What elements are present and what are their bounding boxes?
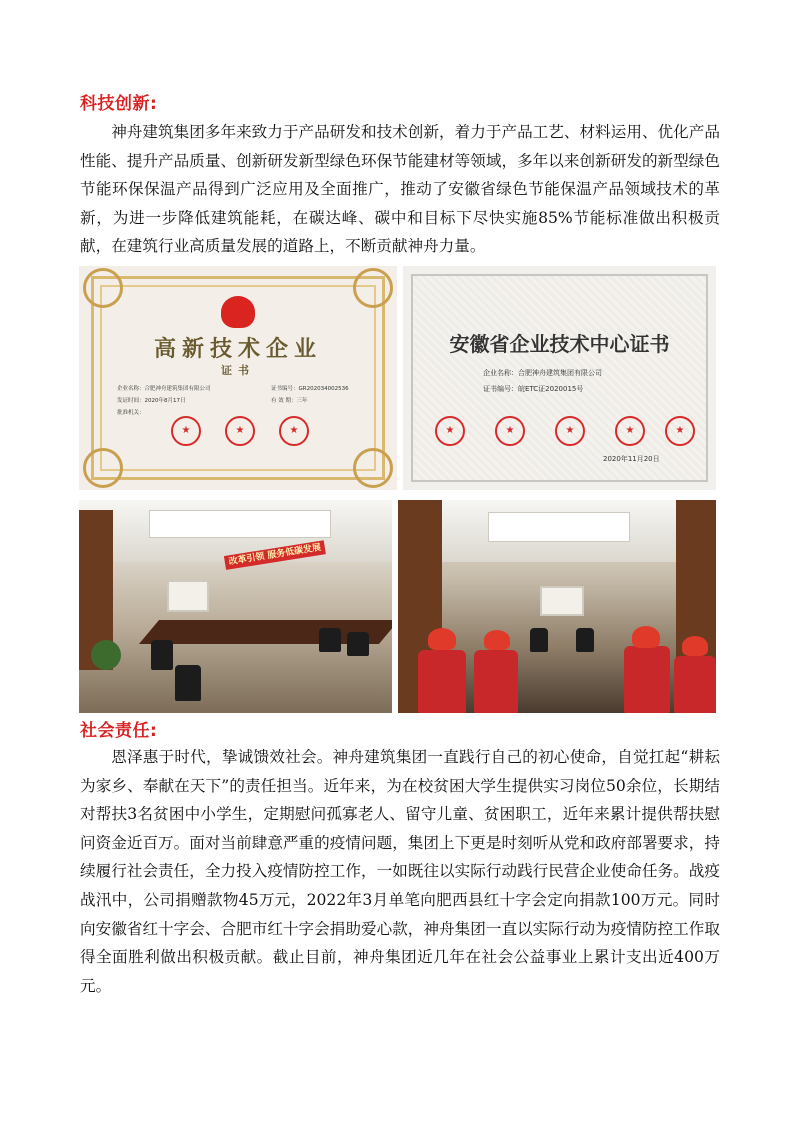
responsibility-heading: 社会责任: (80, 721, 158, 741)
red-seal-icon: ★ (225, 416, 255, 446)
ornament-corner (353, 448, 393, 488)
safety-helmet (682, 636, 708, 656)
chair (151, 640, 173, 670)
meeting-banner: 改革引领 服务低碳发展 (224, 540, 326, 570)
meeting-room-photo (79, 500, 392, 713)
chair (319, 628, 341, 652)
certificate-subtitle: 证书 (221, 364, 255, 377)
certificate-frame (411, 274, 708, 482)
projection-screen (167, 580, 209, 612)
ornament-corner (353, 268, 393, 308)
certificate-title: 安徽省企业技术中心证书 (449, 332, 670, 356)
safety-helmet (484, 630, 510, 650)
safety-helmet (632, 626, 660, 648)
chair (347, 632, 369, 656)
certificate-validity: 有 效 期：三年 (271, 398, 308, 404)
tech-center-certificate-photo (403, 266, 716, 490)
ceiling-light (488, 512, 630, 542)
chair (576, 628, 594, 652)
certificate-number: 证书编号：皖ETC证2020015号 (483, 385, 584, 393)
red-seal-icon: ★ (171, 416, 201, 446)
chair (175, 665, 201, 701)
certificate-company: 企业名称：合肥神舟建筑集团有限公司 (117, 386, 211, 392)
responsibility-paragraph: 恩泽惠于时代，挚诚馈效社会。神舟建筑集团一直践行自己的初心使命，自觉扛起“耕耘为家乡、奉献在天下”的责任担当。近年来，为在校贫困大学生提供实习岗位50余位，长期结对帮扶3名贫困中小学生，定期慰问孤寡老人、留守儿童、贫困职工，近年来累计提供帮扶慰问资金近百万。面对当前肆意严重的疫情问题，集团上下更是时刻听从党和政府部署要求，持续履行社会责任，全力投入疫情防控工作，一如既往以实际行动践行民营企业使命任务。战疫战汛中，公司捐赠款物45万元，2022年3月单笔向肥西县红十字会定向捐款100万元。同时向安徽省红十字会、合肥市红十字会捐助爱心款，神舟集团一直以实际行动为疫情防控工作取得全面胜利做出积极贡献。截止目前，神舟集团近几年在社会公益事业上累计支出近400万元。 (80, 748, 720, 995)
attendee (674, 656, 716, 713)
meeting-attendees-photo (398, 500, 716, 713)
innovation-paragraph: 神舟建筑集团多年来致力于产品研发和技术创新，着力于产品工艺、材料运用、优化产品性能、提升产品质量、创新研发新型绿色环保节能建材等领域，多年以来创新研发的新型绿色节能环保保温产品得到广泛应用及全面推广，推动了安徽省绿色节能保温产品领域技术的革新，为进一步降低建筑能耗，在碳达峰、碳中和目标下尽快实施85%节能标准做出积极贡献，在建筑行业高质量发展的道路上，不断贡献神舟力量。 (80, 123, 720, 256)
red-seal-icon: ★ (615, 416, 645, 446)
certificate-date: 2020年11月20日 (603, 455, 660, 463)
red-seal-icon: ★ (495, 416, 525, 446)
chair (530, 628, 548, 652)
high-tech-enterprise-certificate-photo (79, 266, 397, 490)
projection-screen (540, 586, 584, 616)
ornament-corner (83, 448, 123, 488)
certificate-approver: 批准机关： (117, 410, 145, 416)
attendee (474, 650, 518, 713)
red-seal-icon: ★ (279, 416, 309, 446)
ornament-corner (83, 268, 123, 308)
attendee (624, 646, 670, 713)
ceiling-light (149, 510, 331, 538)
innovation-heading: 科技创新: (80, 94, 158, 114)
certificate-company: 企业名称：合肥神舟建筑集团有限公司 (483, 369, 602, 377)
certificate-number: 证书编号：GR202034002536 (271, 386, 349, 392)
attendee (418, 650, 466, 713)
red-seal-icon: ★ (555, 416, 585, 446)
high-tech-logo-icon (221, 296, 255, 328)
red-seal-icon: ★ (435, 416, 465, 446)
potted-plant (91, 640, 121, 670)
certificate-date: 发证时间：2020年8月17日 (117, 398, 186, 404)
red-seal-icon: ★ (665, 416, 695, 446)
certificate-title: 高新技术企业 (153, 337, 322, 362)
safety-helmet (428, 628, 456, 650)
